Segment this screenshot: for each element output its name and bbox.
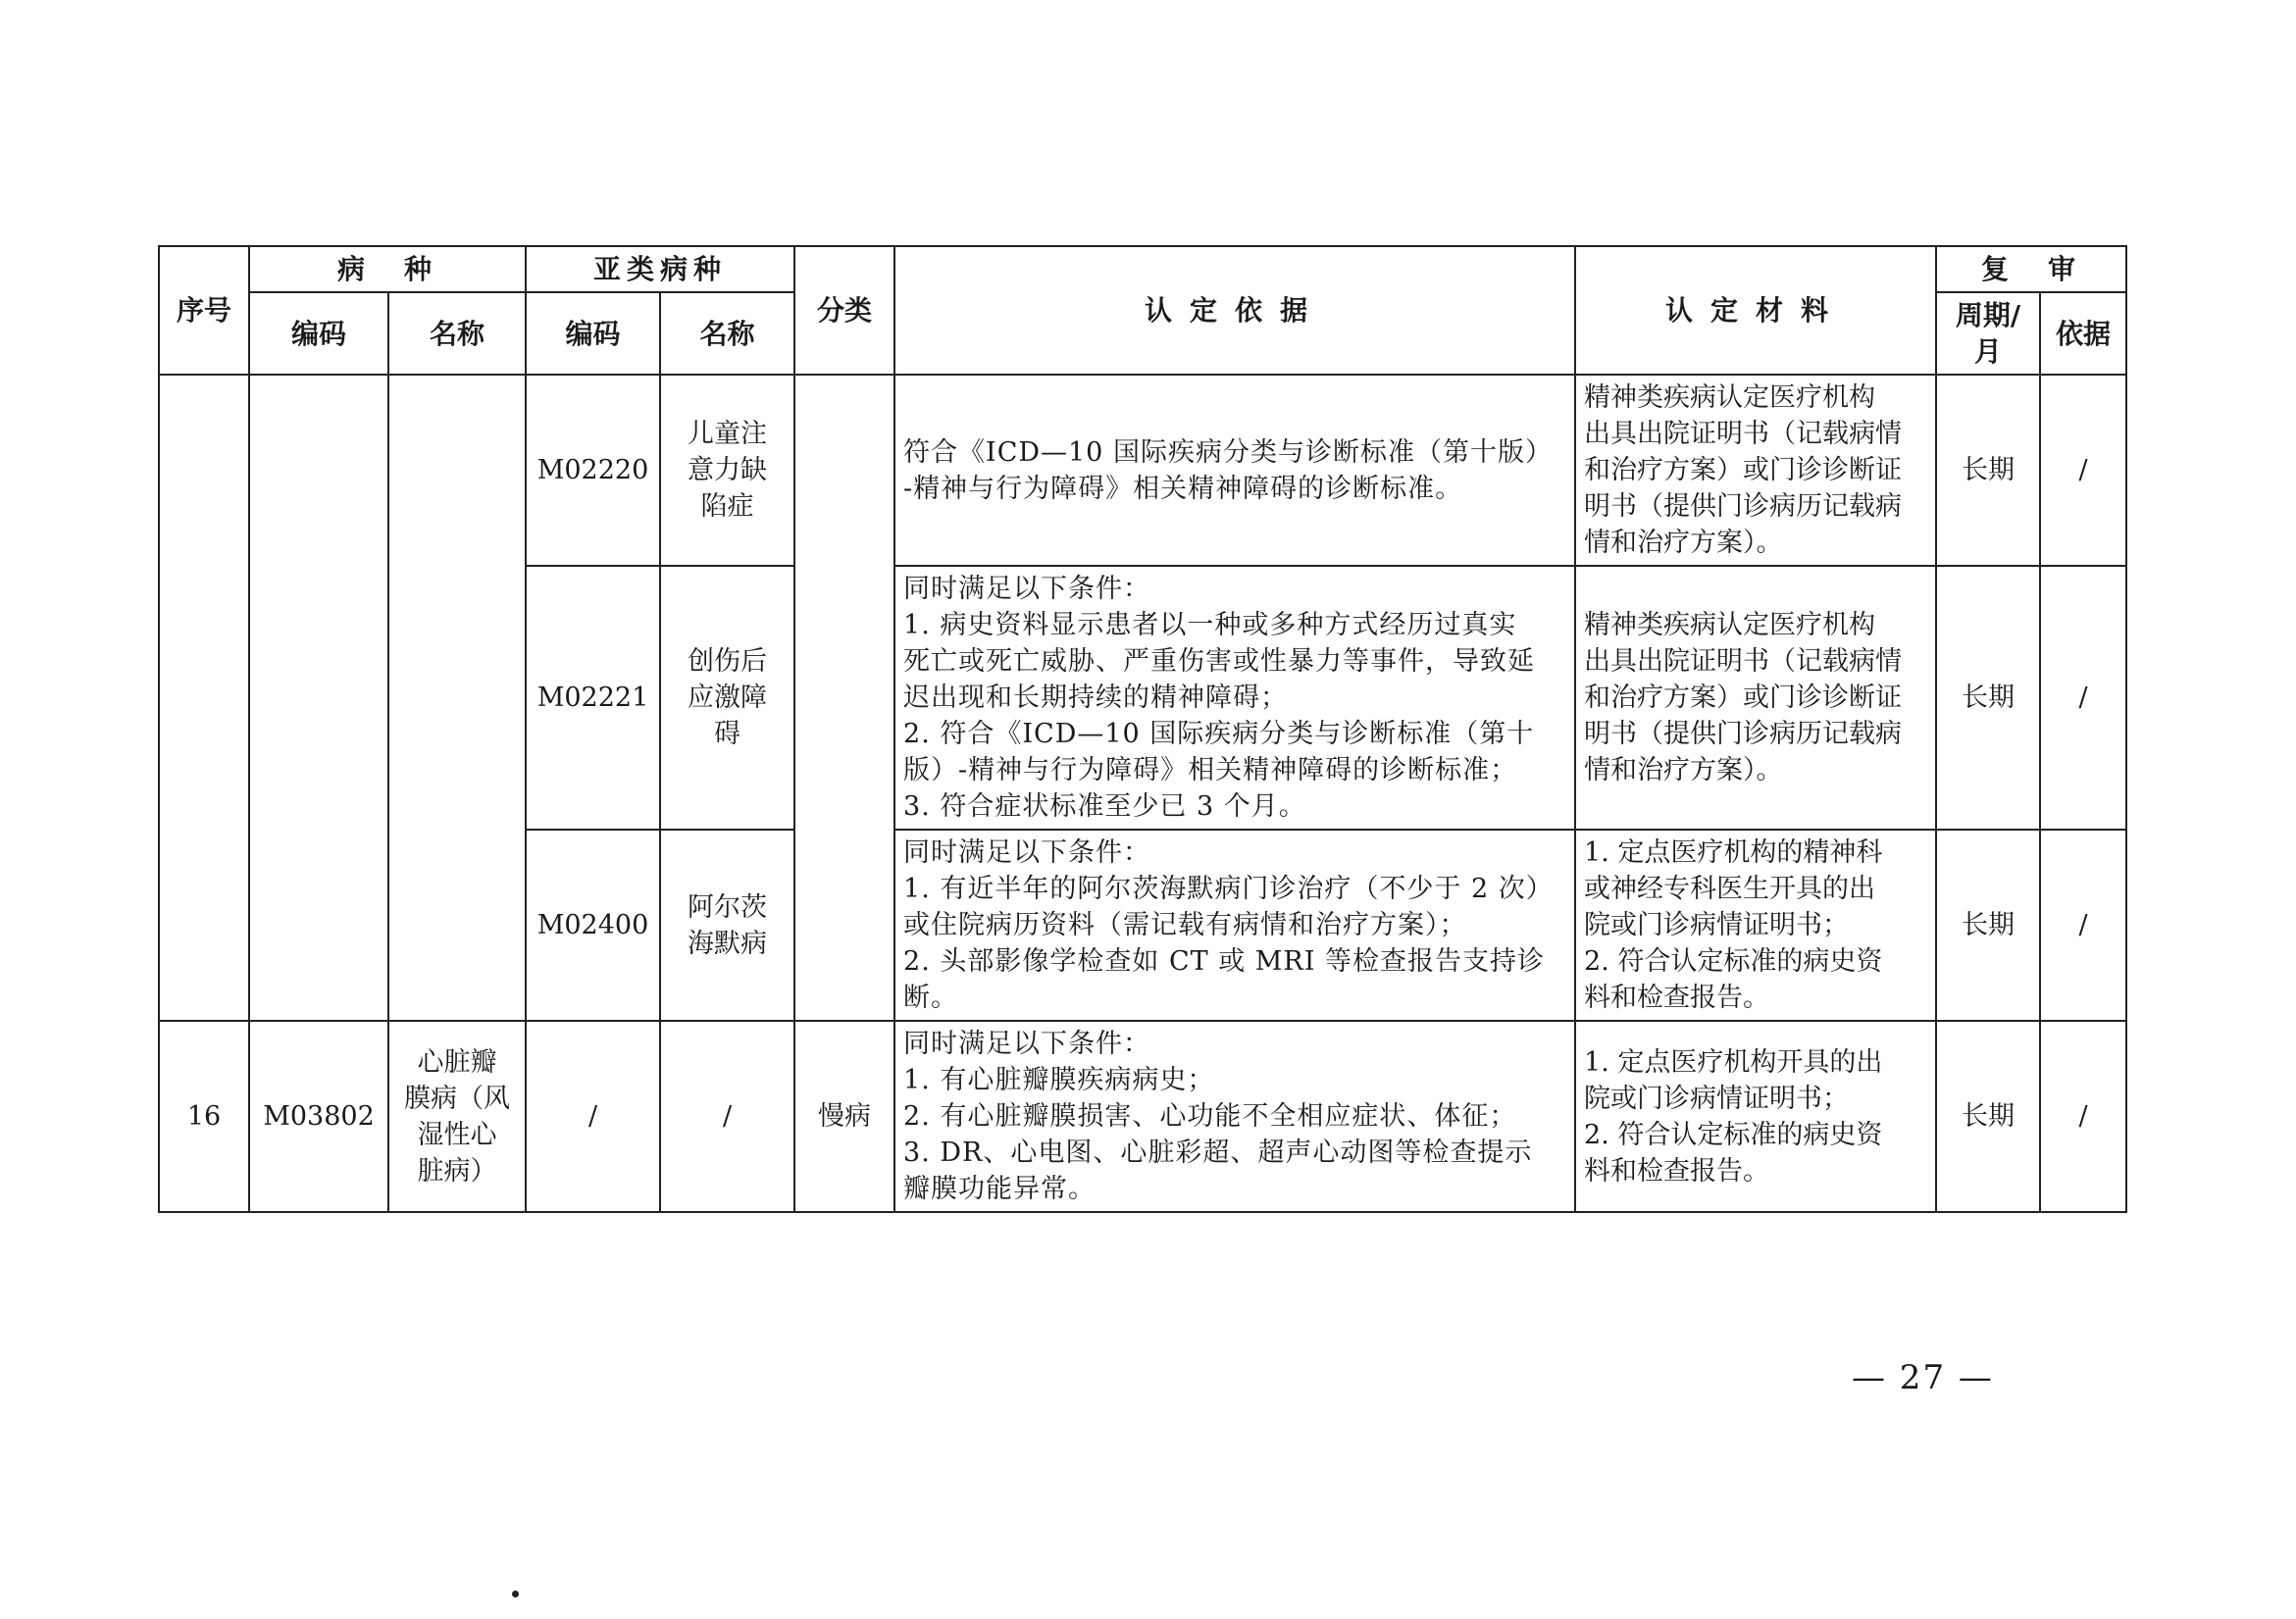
cell-code [249, 375, 388, 1021]
cell-sub-name [660, 375, 794, 566]
text-line: 2. 符合认定标准的病史资 [1584, 1119, 1883, 1150]
text-line: 1. 病史资料显示患者以一种或多种方式经历过真实 [903, 610, 1517, 640]
text-line: 3. DR、心电图、心脏彩超、超声心动图等检查提示 [903, 1138, 1533, 1168]
cell-code: M03802 [249, 1021, 388, 1212]
cell-review-basis: / [2040, 566, 2126, 830]
cell-category [794, 375, 894, 1021]
text-line: 阿尔茨 [688, 891, 768, 923]
text-line: 1. 有近半年的阿尔茨海默病门诊治疗（不少于 2 次） [903, 874, 1554, 904]
text-line: 1. 定点医疗机构的精神科 [1584, 837, 1883, 868]
policy-table-sheet [158, 245, 2125, 1204]
header-basis: 认定依据 [894, 246, 1575, 375]
header-subclass: 亚类病种 [526, 246, 794, 292]
scan-speck [512, 1591, 519, 1597]
cell-period: 长期 [1936, 566, 2040, 830]
text-line: 2. 符合认定标准的病史资 [1584, 946, 1883, 977]
cell-sub-name: / [660, 1021, 794, 1212]
text-line: 明书（提供门诊病历记载病 [1584, 719, 1903, 749]
table-row [159, 1021, 2126, 1212]
cell-basis [894, 1021, 1575, 1212]
header-sub-code: 编码 [526, 292, 660, 375]
text-line: 出具出院证明书（记载病情 [1584, 646, 1903, 677]
header-name: 名称 [388, 292, 526, 375]
text-line: 和治疗方案）或门诊诊断证 [1584, 683, 1903, 713]
text-line: 同时满足以下条件： [903, 837, 1151, 868]
disease-criteria-table [158, 245, 2127, 1213]
header-seq: 序号 [159, 246, 249, 375]
text-line: 断。 [903, 983, 959, 1013]
text-line: 儿童注 [688, 419, 768, 449]
cell-sub-code: M02221 [526, 566, 660, 830]
text-line: 2. 头部影像学检查如 CT 或 MRI 等检查报告支持诊 [903, 946, 1546, 977]
text-line: 和治疗方案）或门诊诊断证 [1584, 455, 1903, 485]
text-line: 或住院病历资料（需记载有病情和治疗方案）； [903, 910, 1467, 940]
cell-seq: 16 [159, 1021, 249, 1212]
text-line: 料和检查报告。 [1584, 1155, 1770, 1187]
cell-sub-code: / [526, 1021, 660, 1212]
text-line: 迟出现和长期持续的精神障碍； [903, 683, 1289, 713]
text-line: 版）-精神与行为障碍》相关精神障碍的诊断标准； [903, 755, 1518, 785]
text-line: 同时满足以下条件： [903, 574, 1151, 604]
page-number: — 27 — [1852, 1358, 1994, 1397]
text-line: 2. 符合《ICD—10 国际疾病分类与诊断标准（第十 [903, 719, 1535, 749]
text-line: 精神类疾病认定医疗机构 [1584, 610, 1876, 640]
text-line: 死亡或死亡威胁、严重伤害或性暴力等事件，导致延 [903, 646, 1536, 677]
cell-basis [894, 830, 1575, 1021]
header-period: 周期/月 [1936, 292, 2040, 375]
header-sub-name: 名称 [660, 292, 794, 375]
text-line: 明书（提供门诊病历记载病 [1584, 491, 1903, 522]
text-line: 1. 定点医疗机构开具的出 [1584, 1046, 1883, 1078]
header-code: 编码 [249, 292, 388, 375]
text-line: 1. 有心脏瓣膜疾病病史； [903, 1065, 1215, 1095]
text-line: 符合《ICD—10 国际疾病分类与诊断标准（第十版） [903, 436, 1553, 468]
text-line: 3. 符合症状标准至少已 3 个月。 [903, 791, 1306, 822]
header-disease: 病 种 [249, 246, 526, 292]
text-line: 情和治疗方案）。 [1584, 755, 1783, 785]
cell-period: 长期 [1936, 1021, 2040, 1212]
header-materials: 认定材料 [1575, 246, 1936, 375]
cell-review-basis: / [2040, 375, 2126, 566]
header-category: 分类 [794, 246, 894, 375]
text-line: 料和检查报告。 [1584, 983, 1770, 1013]
cell-sub-code: M02220 [526, 375, 660, 566]
cell-name [388, 375, 526, 1021]
cell-materials [1575, 566, 1936, 830]
text-line: -精神与行为障碍》相关精神障碍的诊断标准。 [903, 473, 1463, 504]
cell-review-basis: / [2040, 1021, 2126, 1212]
text-line: 膜病（风 [404, 1083, 510, 1114]
text-line: 陷症 [700, 491, 754, 522]
cell-materials [1575, 375, 1936, 566]
cell-basis [894, 566, 1575, 830]
text-line: 同时满足以下条件： [903, 1029, 1151, 1059]
text-line: 脏病） [417, 1155, 497, 1187]
text-line: 瓣膜功能异常。 [903, 1174, 1097, 1204]
text-line: 院或门诊病情证明书； [1584, 910, 1850, 940]
text-line: 创伤后 [688, 646, 768, 677]
text-line: 湿性心 [417, 1119, 497, 1150]
cell-seq [159, 375, 249, 1021]
cell-period: 长期 [1936, 375, 2040, 566]
text-line: 意力缺 [688, 455, 768, 485]
text-line: 出具出院证明书（记载病情 [1584, 419, 1903, 449]
text-line: 海默病 [688, 928, 768, 959]
cell-period: 长期 [1936, 830, 2040, 1021]
cell-materials [1575, 1021, 1936, 1212]
header-review-basis: 依据 [2040, 292, 2126, 375]
text-line: 心脏瓣 [417, 1046, 497, 1078]
text-line: 院或门诊病情证明书； [1584, 1083, 1850, 1114]
cell-name [388, 1021, 526, 1212]
text-line: 2. 有心脏瓣膜损害、心功能不全相应症状、体征； [903, 1101, 1517, 1132]
header-review: 复 审 [1936, 246, 2126, 292]
cell-sub-code: M02400 [526, 830, 660, 1021]
text-line: 精神类疾病认定医疗机构 [1584, 382, 1876, 413]
cell-sub-name [660, 830, 794, 1021]
table-row [159, 375, 2126, 566]
cell-review-basis: / [2040, 830, 2126, 1021]
text-line: 应激障 [688, 683, 768, 713]
text-line: 碍 [714, 719, 741, 749]
text-line: 或神经专科医生开具的出 [1584, 874, 1876, 904]
cell-sub-name [660, 566, 794, 830]
cell-basis [894, 375, 1575, 566]
cell-category: 慢病 [794, 1021, 894, 1212]
cell-materials [1575, 830, 1936, 1021]
text-line: 情和治疗方案）。 [1584, 528, 1783, 558]
